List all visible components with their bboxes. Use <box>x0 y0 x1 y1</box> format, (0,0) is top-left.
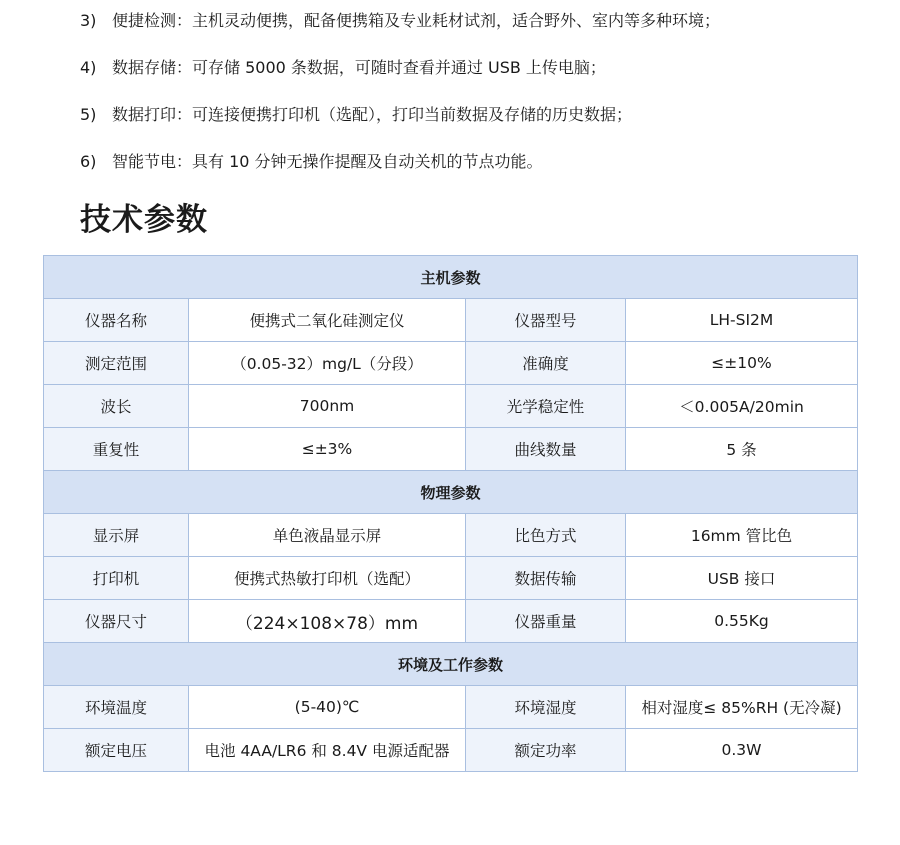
param-value: LH-SI2M <box>626 299 858 342</box>
feature-text: 便捷检测：主机灵动便携，配备便携箱及专业耗材试剂，适合野外、室内等多种环境； <box>112 11 721 30</box>
feature-item <box>80 149 880 196</box>
param-value: 0.55Kg <box>626 600 858 643</box>
param-value: （0.05-32）mg/L（分段） <box>189 342 466 385</box>
feature-number: 3) <box>80 11 97 30</box>
group-title: 环境及工作参数 <box>44 643 858 686</box>
param-value: （224×108×78）mm <box>189 600 466 643</box>
param-label: 光学稳定性 <box>466 385 626 428</box>
param-label: 比色方式 <box>466 514 626 557</box>
param-label: 额定电压 <box>44 729 189 772</box>
feature-number: 4) <box>80 58 97 77</box>
param-label: 测定范围 <box>44 342 189 385</box>
group-title: 主机参数 <box>44 256 858 299</box>
feature-item <box>80 102 880 149</box>
group-header-row <box>44 471 858 514</box>
param-value: 便携式热敏打印机（选配） <box>189 557 466 600</box>
param-label: 环境湿度 <box>466 686 626 729</box>
group-title: 物理参数 <box>44 471 858 514</box>
param-value: 便携式二氧化硅测定仪 <box>189 299 466 342</box>
feature-number: 6) <box>80 152 97 171</box>
param-value: ＜0.005A/20min <box>626 385 858 428</box>
param-value: USB 接口 <box>626 557 858 600</box>
section-title: 技术参数 <box>80 202 208 238</box>
table-row <box>44 729 858 772</box>
param-value: ≤±10% <box>626 342 858 385</box>
group-header-row <box>44 256 858 299</box>
param-value: 相对湿度≤ 85%RH (无冷凝) <box>626 686 858 729</box>
table-row <box>44 342 858 385</box>
feature-number: 5) <box>80 105 97 124</box>
param-label: 额定功率 <box>466 729 626 772</box>
param-label: 仪器型号 <box>466 299 626 342</box>
param-value: 5 条 <box>626 428 858 471</box>
param-label: 打印机 <box>44 557 189 600</box>
param-value: 16mm 管比色 <box>626 514 858 557</box>
feature-list <box>80 8 880 196</box>
param-label: 显示屏 <box>44 514 189 557</box>
spec-table <box>43 255 858 772</box>
param-value: (5-40)℃ <box>189 686 466 729</box>
param-label: 准确度 <box>466 342 626 385</box>
feature-text: 数据存储：可存储 5000 条数据，可随时查看并通过 USB 上传电脑； <box>112 58 606 77</box>
table-row <box>44 428 858 471</box>
group-header-row <box>44 643 858 686</box>
feature-item <box>80 8 880 55</box>
param-value: 0.3W <box>626 729 858 772</box>
table-row <box>44 557 858 600</box>
param-value: ≤±3% <box>189 428 466 471</box>
feature-text: 数据打印：可连接便携打印机（选配），打印当前数据及存储的历史数据； <box>112 105 633 124</box>
table-row <box>44 686 858 729</box>
table-row <box>44 600 858 643</box>
param-label: 仪器重量 <box>466 600 626 643</box>
param-value: 700nm <box>189 385 466 428</box>
feature-text: 智能节电：具有 10 分钟无操作提醒及自动关机的节点功能。 <box>112 152 543 171</box>
param-label: 曲线数量 <box>466 428 626 471</box>
param-label: 仪器名称 <box>44 299 189 342</box>
feature-item <box>80 55 880 102</box>
param-value: 单色液晶显示屏 <box>189 514 466 557</box>
param-label: 环境温度 <box>44 686 189 729</box>
table-row <box>44 385 858 428</box>
param-label: 波长 <box>44 385 189 428</box>
table-row <box>44 514 858 557</box>
param-label: 数据传输 <box>466 557 626 600</box>
param-value: 电池 4AA/LR6 和 8.4V 电源适配器 <box>189 729 466 772</box>
table-row <box>44 299 858 342</box>
param-label: 重复性 <box>44 428 189 471</box>
param-label: 仪器尺寸 <box>44 600 189 643</box>
